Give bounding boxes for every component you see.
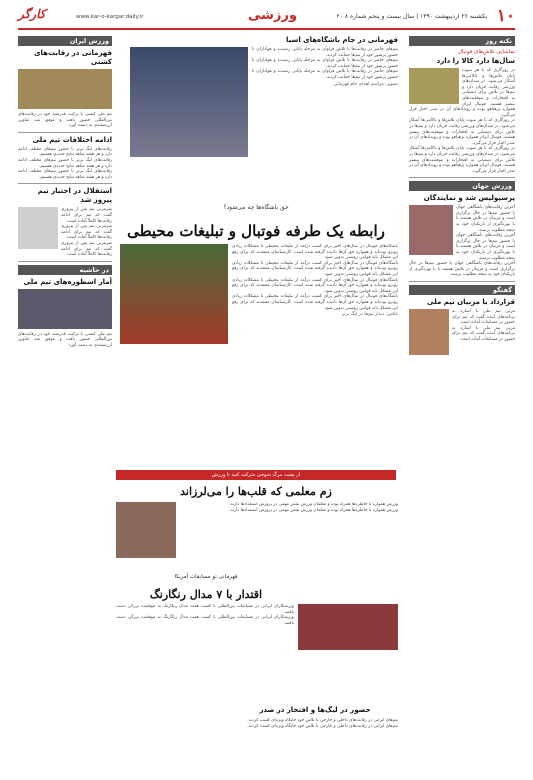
left-column	[18, 36, 112, 776]
low-body: ورزشکاران ایرانی در مسابقات بین‌المللی با کسب هفت مدال رنگارنگ به موفقیت بزرگی دست یافتند.	[116, 604, 294, 615]
main-body-filler-3: باشگاه‌های فوتبال در سال‌های اخیر برای کسب درآمد از تبلیغات محیطی با مشکلات زیادی روبرو بوده‌اند و همواره حق آن‌ها نادیده گرفته شده است. کارشناسان معتقدند که برای رفع این مشکل باید قوانین روشنی تدوین شود.	[232, 294, 398, 311]
right-body: در روزگاری که با هر سوت پایان تلاش‌ها و ناکامی‌ها آشکار می‌شود، در میدان‌های ورزشی رقابت جریان دارد و تیم‌ها در تلاش برای دستیابی به افتخارات و موفقیت‌های بیشتر هستند. فوتبال ایران همواره پرهیاهو بوده و رویدادهای آن در صدر اخبار قرار می‌گیرد.	[409, 68, 515, 118]
trophy-photo-caption: تصویر: مراسم اهدای جام قهرمانی	[333, 81, 398, 87]
right-body-3: مربی تیم ملی با اشاره به برنامه‌های آینده گفت که تیم برای حضور در مسابقات آماده است.	[452, 309, 515, 326]
match-photo	[120, 244, 228, 344]
right-body-filler: در روزگاری که با هر سوت پایان تلاش‌ها و ناکامی‌ها آشکار می‌شود، در میدان‌های ورزشی رقابت جریان دارد و تیم‌ها در تلاش برای دستیابی به افتخارات و موفقیت‌های بیشتر هستند. فوتبال ایران همواره پرهیاهو بوده و رویدادهای آن در صدر اخبار قرار می‌گیرد.	[409, 118, 515, 146]
right-headline-2: پرسپولیس شد و نمایندگان	[423, 194, 515, 203]
left-headline-4: آمار اسطوره‌های تیم ملی	[23, 277, 112, 286]
center-main-article	[116, 244, 398, 466]
main-headline: رابطه یک طرفه فوتبال و تبلیغات محیطی	[127, 222, 385, 240]
divider	[409, 177, 515, 178]
right-body-filler-2: در روزگاری که با هر سوت پایان تلاش‌ها و ناکامی‌ها آشکار می‌شود، در میدان‌های ورزشی رقابت جریان دارد و تیم‌ها در تلاش برای دستیابی به افتخارات و موفقیت‌های بیشتر هستند. فوتبال ایران همواره پرهیاهو بوده و رویدادهای آن در صدر اخبار قرار می‌گیرد.	[409, 146, 515, 174]
center-top-body: تیم‌های حاضر در رقابت‌ها با تلاش فراوان به مرحله پایانی رسیدند و هواداران با حضور پرشور خود از تیم‌ها حمایت کردند.	[252, 47, 398, 58]
left-body-2-filler: رقابت‌های لیگ برتر با حضور تیم‌های مختلف ادامه دارد و هر هفته شاهد نتایج جدیدی هستیم.	[18, 157, 112, 169]
left-body-2: رقابت‌های لیگ برتر با حضور تیم‌های مختلف ادامه دارد و هر هفته شاهد نتایج جدیدی هستیم.	[18, 146, 112, 158]
right-sub: تماشایی تلاش‌های فوتبال	[457, 49, 515, 55]
left-body: تیم ملی کشتی با ترکیب قدرتمند خود در رقابت‌های بین‌المللی حضور یافت و موفق شد عناوین ارزشمندی به دست آورد.	[18, 112, 112, 129]
trophy-photo	[130, 47, 248, 157]
center-top-article	[130, 36, 398, 201]
left-column-head: ورزش ایران	[18, 36, 112, 46]
red-banner: از پشت مرگ شوخی شرکت کنید تا ورزش	[116, 470, 396, 480]
wrestling-team-photo	[18, 69, 112, 109]
mid-body-filler: ورزش همواره با خاطره‌ها همراه بوده و معلمان ورزش نقش مهمی در پرورش استعدادها دارند.	[229, 507, 398, 513]
right-photo-2	[409, 205, 453, 255]
divider	[18, 132, 112, 133]
center-top-body-filler-2: تیم‌های حاضر در رقابت‌ها با تلاش فراوان به مرحله پایانی رسیدند و هواداران با حضور پرشور خود از تیم‌ها حمایت کردند.	[252, 69, 398, 80]
masthead	[18, 6, 515, 30]
section-title: ورزشی	[248, 8, 297, 23]
match-photo-caption: عکس: دیدار تیم‌ها در لیگ برتر	[341, 312, 398, 318]
players-photo	[18, 289, 112, 329]
main-body: باشگاه‌های فوتبال در سال‌های اخیر برای کسب درآمد از تبلیغات محیطی با مشکلات زیادی روبرو بوده‌اند و همواره حق آن‌ها نادیده گرفته شده است. کارشناسان معتقدند که برای رفع این مشکل باید قوانین روشنی تدوین شود.	[232, 244, 398, 261]
right-column-head-2: ورزش جهان	[409, 181, 515, 191]
right-column	[409, 36, 515, 776]
teacher-photo	[116, 502, 176, 558]
divider	[18, 261, 112, 262]
left-body-3-filler-2: سرمربی تیم پس از پیروزی گفت که تیم برای ادامه رقابت‌ها کاملاً آماده است.	[61, 240, 112, 258]
low-headline: اقتدار با ۷ مدال رنگارنگ	[149, 588, 263, 601]
left-body-2-filler-2: رقابت‌های لیگ برتر با حضور تیم‌های مختلف ادامه دارد و هر هفته شاهد نتایج جدیدی هستیم.	[18, 169, 112, 180]
low-kicker: قهرمانی تو مسابقات آمریکا	[174, 574, 238, 580]
center-top-headline: قهرمانی در جام باشگاه‌های آسیا	[285, 36, 398, 44]
medal-team-photo	[298, 604, 398, 650]
bottom-body-filler: تیم‌های ایرانی در رقابت‌های داخلی و خارجی با تلاش خود جایگاه ویژه‌ای کسب کردند.	[247, 723, 398, 729]
bottom-body: تیم‌های ایرانی در رقابت‌های داخلی و خارجی با تلاش خود جایگاه ویژه‌ای کسب کردند.	[247, 718, 398, 723]
mid-body: ورزش همواره با خاطره‌ها همراه بوده و معلمان ورزش نقش مهمی در پرورش استعدادها دارند.	[229, 502, 398, 507]
right-photo	[409, 68, 459, 104]
bottom-headline: حضور در لیگ‌ها و افتخار در صدر	[259, 706, 371, 714]
site-url[interactable]: www.kar-o-kargar.daily.ir	[76, 14, 144, 20]
left-headline-3: استقلال در اختیار تیم پیروز شد	[37, 187, 112, 205]
right-body-2: آخرین رقابت‌های باشگاهی جهان با حضور تیم‌ها در حال برگزاری است و مربیان در تلاش هستند تا با بهره‌گیری از بازیکنان خود به نتیجه مطلوب برسند.	[456, 205, 515, 233]
right-body-3-filler: مربی تیم ملی با اشاره به برنامه‌های آینده گفت که تیم برای حضور در مسابقات آماده است.	[452, 325, 515, 342]
center-low-article	[116, 604, 398, 700]
center-mid-article	[116, 502, 398, 572]
right-headline-3: قرارداد با مربیان تیم ملی	[427, 298, 515, 306]
center-bottom-article	[116, 718, 398, 776]
coach-photo	[18, 207, 58, 249]
right-column-head: نکته روز	[409, 36, 515, 46]
date-line: یکشنبه ۲۶ اردیبهشت ۱۳۹۰ | سال بیست و پنجم شماره ۸ ۲۰	[336, 13, 487, 20]
mid-headline: زم معلمی که قلب‌ها را می‌لرزاند	[180, 485, 332, 498]
low-body-filler: ورزشکاران ایرانی در مسابقات بین‌المللی با کسب هفت مدال رنگارنگ به موفقیت بزرگی دست یافتند.	[116, 615, 294, 626]
left-headline-2: ادامه اختلافات تیم ملی	[32, 135, 112, 144]
right-body-2-filler-2: آخرین رقابت‌های باشگاهی جهان با حضور تیم‌ها در حال برگزاری است و مربیان در تلاش هستند تا با بهره‌گیری از بازیکنان خود به نتیجه مطلوب برسند.	[409, 261, 515, 278]
divider	[409, 281, 515, 282]
left-body-3-filler: سرمربی تیم پس از پیروزی گفت که تیم برای ادامه رقابت‌ها کاملاً آماده است.	[61, 224, 112, 241]
main-kicker: حق باشگاه‌ها چه می‌شود؟	[223, 204, 289, 211]
center-top-body-filler: تیم‌های حاضر در رقابت‌ها با تلاش فراوان به مرحله پایانی رسیدند و هواداران با حضور پرشور خود از تیم‌ها حمایت کردند.	[252, 58, 398, 69]
right-photo-3	[409, 309, 449, 355]
right-headline: سال‌ها دارد کالا را دارد	[436, 57, 515, 65]
divider	[18, 183, 112, 184]
page-number: ۱۰	[496, 6, 515, 26]
left-body-3: سرمربی تیم پس از پیروزی گفت که تیم برای ادامه رقابت‌ها کاملاً آماده است.	[61, 207, 112, 224]
left-column-head-4: در حاشیه	[18, 265, 112, 275]
main-body-filler: باشگاه‌های فوتبال در سال‌های اخیر برای کسب درآمد از تبلیغات محیطی با مشکلات زیادی روبرو بوده‌اند و همواره حق آن‌ها نادیده گرفته شده است. کارشناسان معتقدند که برای رفع این مشکل باید قوانین روشنی تدوین شود.	[232, 260, 398, 277]
left-body-4: تیم ملی کشتی با ترکیب قدرتمند خود در رقابت‌های بین‌المللی حضور یافت و موفق شد عناوین ارزشمندی به دست آورد.	[18, 331, 112, 348]
right-body-2-filler: آخرین رقابت‌های باشگاهی جهان با حضور تیم‌ها در حال برگزاری است و مربیان در تلاش هستند تا با بهره‌گیری از بازیکنان خود به نتیجه مطلوب برسند.	[456, 233, 515, 261]
right-column-head-3: گفتگو	[409, 285, 515, 295]
left-headline: قهرمانی در رقابت‌های کشتی	[34, 49, 112, 66]
newspaper-logo: کارگر	[18, 7, 46, 21]
main-body-filler-2: باشگاه‌های فوتبال در سال‌های اخیر برای کسب درآمد از تبلیغات محیطی با مشکلات زیادی روبرو بوده‌اند و همواره حق آن‌ها نادیده گرفته شده است. کارشناسان معتقدند که برای رفع این مشکل باید قوانین روشنی تدوین شود.	[232, 277, 398, 294]
